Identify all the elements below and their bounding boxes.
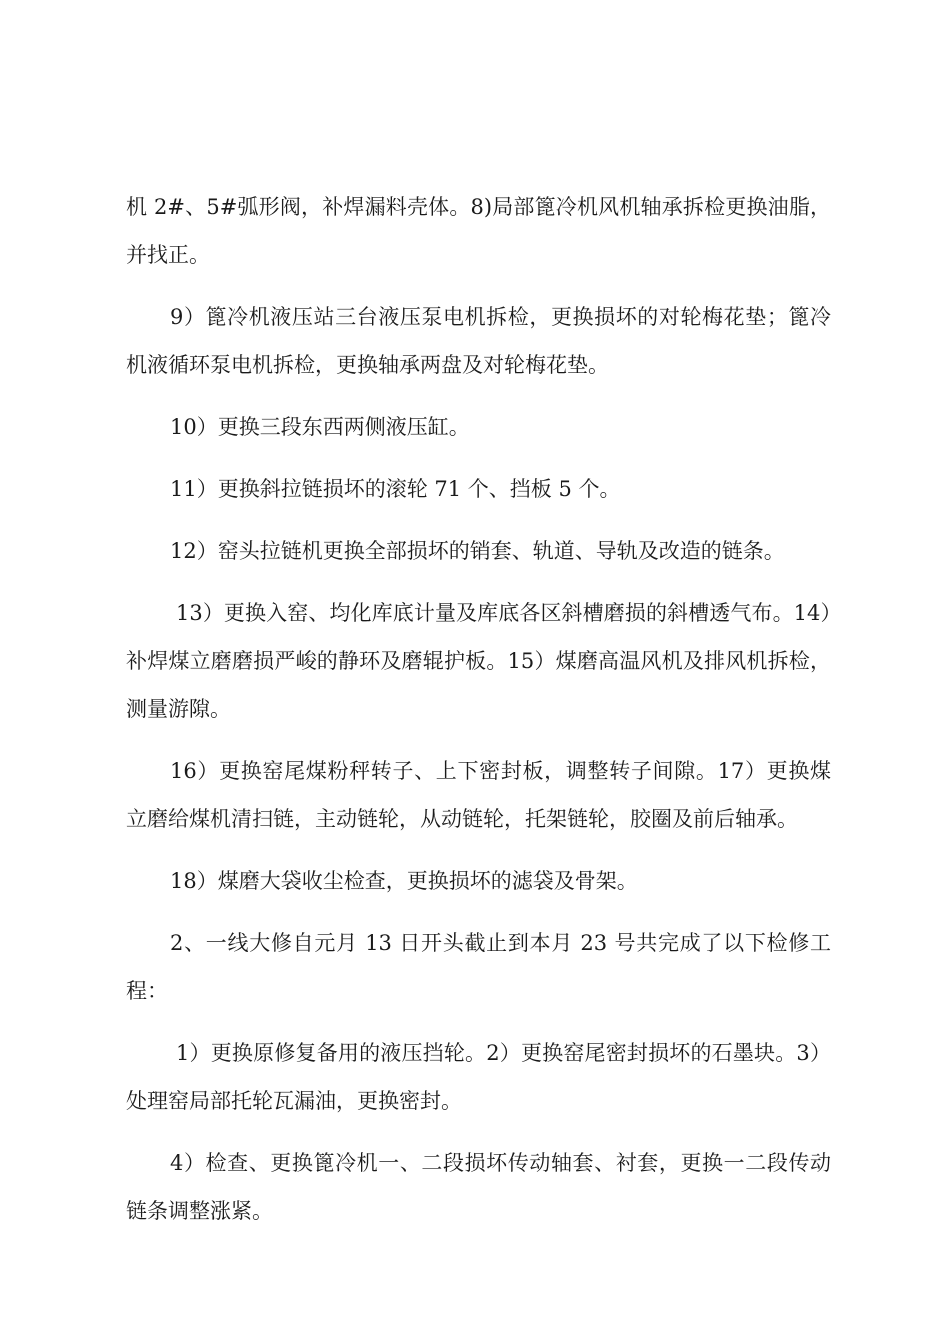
paragraph-item-9: 9）篦冷机液压站三台液压泵电机拆检，更换损坏的对轮梅花垫；篦冷机液循环泵电机拆检，更换轴承两盘及对轮梅花垫。 <box>126 305 831 377</box>
paragraph-continuation: 机 2#、5#弧形阀，补焊漏料壳体。8)局部篦冷机风机轴承拆检更换油脂，并找正。 <box>126 195 831 267</box>
paragraph-item-10: 10）更换三段东西两侧液压缸。 <box>170 415 470 439</box>
paragraph-section-2: 2、一线大修自元月 13 日开头截止到本月 23 号共完成了以下检修工程： <box>126 931 831 1003</box>
paragraph-item-16: 16）更换窑尾煤粉秤转子、上下密封板，调整转子间隙。17）更换煤立磨给煤机清扫链，主动链轮，从动链轮，托架链轮，胶圈及前后轴承。 <box>126 759 831 831</box>
paragraph-item-13: 13）更换入窑、均化库底计量及库底各区斜槽磨损的斜槽透气布。14）补焊煤立磨磨损严峻的静环及磨辊护板。15）煤磨高温风机及排风机拆检，测量游隙。 <box>126 601 831 721</box>
paragraph-section-2-item-1: 1）更换原修复备用的液压挡轮。2）更换窑尾密封损坏的石墨块。3）处理窑局部托轮瓦漏油，更换密封。 <box>126 1041 831 1113</box>
paragraph-item-12: 12）窑头拉链机更换全部损坏的销套、轨道、导轨及改造的链条。 <box>170 539 785 563</box>
paragraph-section-2-item-4: 4）检查、更换篦冷机一、二段损坏传动轴套、衬套，更换一二段传动链条调整涨紧。 <box>126 1151 831 1223</box>
paragraph-item-18: 18）煤磨大袋收尘检查，更换损坏的滤袋及骨架。 <box>170 869 638 893</box>
paragraph-item-11: 11）更换斜拉链损坏的滚轮 71 个、挡板 5 个。 <box>170 477 621 501</box>
document-body <box>126 183 831 1249</box>
